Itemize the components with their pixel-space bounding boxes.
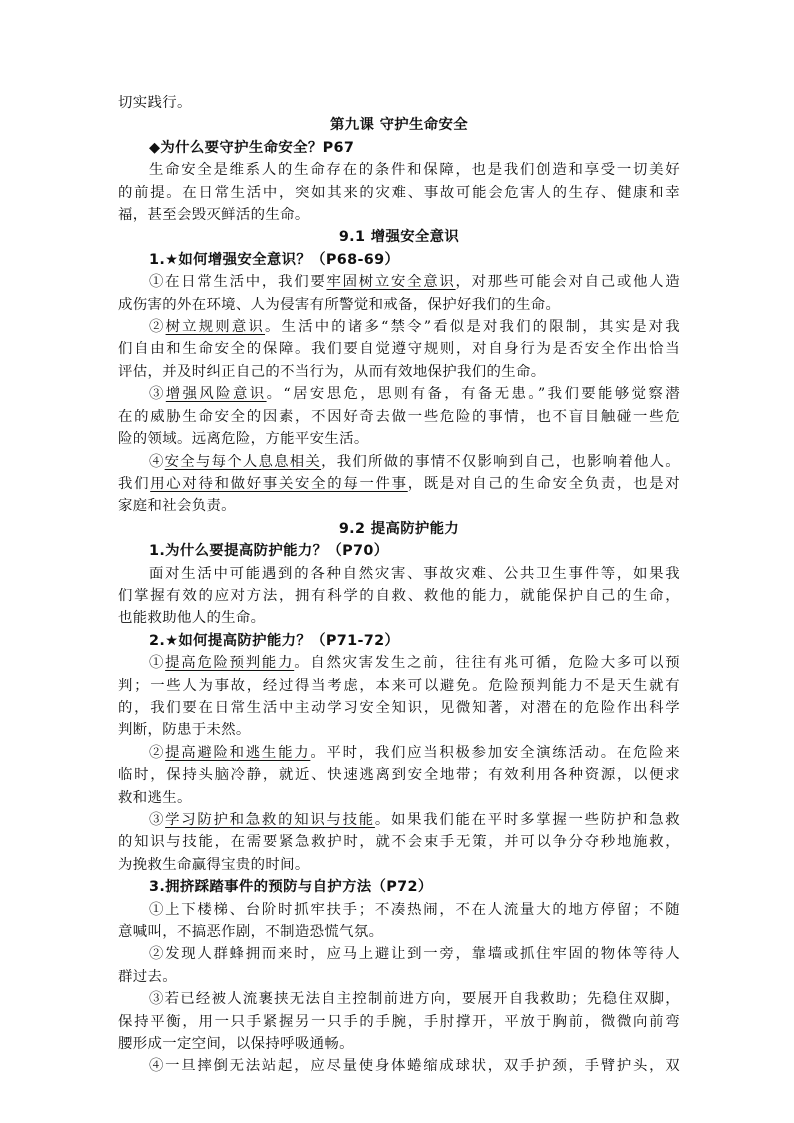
text-span: 险的领域。远离危险，方能平安生活。 <box>118 431 369 448</box>
question-heading <box>118 249 680 271</box>
text-line <box>118 159 680 181</box>
text-line <box>118 563 680 585</box>
text-span: 。自然灾害发生之前，往往有兆可循，危险大多可以预 <box>294 655 680 672</box>
text-span: 群过去。 <box>118 968 177 985</box>
text-span: ④一旦摔倒无法站起，应尽量使身体蜷缩成球状，双手护颈，手臂护头，双 <box>149 1058 680 1075</box>
underlined-phrase: 安全与每个人息息相关 <box>164 453 322 470</box>
text-line <box>118 719 680 741</box>
section-heading <box>118 114 680 136</box>
text-line <box>118 585 680 607</box>
text-line <box>118 361 680 383</box>
underlined-phrase: 提高避险和逃生能力 <box>165 744 311 761</box>
question-heading <box>118 876 680 898</box>
text-span: ② <box>149 319 166 336</box>
text-line <box>118 854 680 876</box>
text-line <box>118 809 680 831</box>
text-span: 3.拥挤踩踏事件的预防与自护方法（P72） <box>149 879 433 896</box>
underlined-phrase: 学习防护和急救的知识与技能 <box>165 812 375 828</box>
text-span: 第九课 守护生命安全 <box>329 117 469 134</box>
text-span: 1.为什么要提高防护能力？（P70） <box>149 543 389 560</box>
text-span: ②发现人群蜂拥而来时，应马上避让到一旁，靠墙或抓住牢固的物体等待人 <box>149 946 680 963</box>
text-span: 在的威胁生命安全的因素，不因好奇去做一些危险的事情，也不盲目触碰一些危 <box>118 408 680 425</box>
text-line <box>118 473 680 495</box>
question-heading <box>118 540 680 562</box>
text-span: 。“居安思危，思则有备，有备无患。”我们要能够觉察潜 <box>266 386 680 403</box>
text-span: 我们 <box>118 475 151 492</box>
text-line <box>118 338 680 360</box>
text-span: 们自由和生命安全的保障。我们要自觉遵守规则，对自身行为是否安全作出恰当 <box>118 341 680 358</box>
text-span: ③若已经被人流裹挟无法自主控制前进方向，要展开自我救助；先稳住双脚， <box>149 991 680 1008</box>
text-line <box>118 495 680 517</box>
text-line <box>118 294 680 316</box>
text-span: ③ <box>149 812 166 828</box>
text-span: 的知识与技能，在需要紧急救护时，就不会束手无策，并可以争分夺秒地施救， <box>118 834 680 851</box>
text-span: ◆为什么要守护生命安全？P67 <box>149 139 355 156</box>
text-span: ③ <box>149 386 166 403</box>
text-line <box>118 204 680 226</box>
question-heading <box>118 630 680 652</box>
text-span: 。平时，我们应当积极参加安全演练活动。在危险来 <box>310 744 680 761</box>
text-line <box>118 652 680 674</box>
text-span: 2.★如何提高防护能力？（P71-72） <box>149 632 400 649</box>
text-line <box>118 966 680 988</box>
text-span: 1.★如何增强安全意识？（P68-69） <box>149 251 400 268</box>
text-span: 9.2 提高防护能力 <box>338 520 460 537</box>
text-span: 也能救助他人的生命。 <box>118 610 266 627</box>
text-line <box>118 271 680 293</box>
text-line <box>118 988 680 1010</box>
text-span: 判断，防患于未然。 <box>118 722 251 739</box>
underlined-phrase: 树立规则意识 <box>165 319 266 336</box>
text-span: 意喊叫，不搞恶作剧，不制造恐慌气氛。 <box>118 924 384 941</box>
text-span: 切实践行。 <box>118 95 192 111</box>
question-heading <box>118 137 680 159</box>
underlined-phrase: 增强风险意识 <box>165 386 267 403</box>
text-line <box>118 787 680 809</box>
text-line <box>118 831 680 853</box>
text-span: 成伤害的外在环境、人为侵害有所警觉和戒备，保护好我们的生命。 <box>118 296 561 313</box>
text-line <box>118 182 680 204</box>
text-span: 的前提。在日常生活中，突如其来的灾难、事故可能会危害人的生存、健康和幸 <box>118 184 680 201</box>
text-span: ② <box>149 744 166 761</box>
text-line <box>118 742 680 764</box>
text-span: ④ <box>149 453 165 470</box>
text-span: 的，我们要在日常生活中主动学习安全知识，见微知著，对潜在的危险作出科学 <box>118 699 680 716</box>
text-span: 9.1 增强安全意识 <box>338 229 460 246</box>
text-span: ①上下楼梯、台阶时抓牢扶手；不凑热闹，不在人流量大的地方停留；不随 <box>149 901 680 918</box>
text-span: ，既是对自己的生命安全负责，也是对 <box>407 475 681 492</box>
section-heading <box>118 518 680 540</box>
text-span: ，我们所做的事情不仅影响到自己，也影响着他人。 <box>321 453 680 470</box>
text-span: 救和逃生。 <box>118 789 192 806</box>
underlined-phrase: 牢固树立安全意识 <box>326 274 456 291</box>
text-line <box>118 899 680 921</box>
underlined-phrase: 用心对待和做好事关安全的每一件事 <box>150 475 408 492</box>
text-span: 福，甚至会毁灭鲜活的生命。 <box>118 207 310 224</box>
text-span: 面对生活中可能遇到的各种自然灾害、事故灾难、公共卫生事件等，如果我 <box>149 565 680 582</box>
text-span: 们掌握有效的应对方法，拥有科学的自救、救他的能力，就能保护自己的生命， <box>118 587 680 604</box>
text-line <box>118 921 680 943</box>
text-line <box>118 316 680 338</box>
text-line <box>118 451 680 473</box>
text-line <box>118 1055 680 1077</box>
text-line <box>118 383 680 405</box>
text-line <box>118 764 680 786</box>
text-span: 家庭和社会负责。 <box>118 498 236 515</box>
section-heading <box>118 226 680 248</box>
text-span: 评估，并及时纠正自己的不当行为，从而有效地保护我们的生命。 <box>118 363 546 380</box>
text-span: ，对那些可能会对自己或他人造 <box>455 274 680 291</box>
document-page <box>118 92 680 1078</box>
text-span: 临时，保持头脑冷静，就近、快速逃离到安全地带；有效利用各种资源，以便求 <box>118 767 680 784</box>
text-span: 判；一些人为事故，经过得当考虑，本来可以避免。危险预判能力不是天生就有 <box>118 677 680 694</box>
text-line <box>118 697 680 719</box>
text-span: ①在日常生活中，我们要 <box>149 274 327 291</box>
text-line <box>118 406 680 428</box>
text-span: 。如果我们能在平时多掌握一些防护和急救 <box>374 812 680 828</box>
text-line <box>118 675 680 697</box>
text-line <box>118 428 680 450</box>
text-line <box>118 1033 680 1055</box>
text-span: ① <box>149 655 166 672</box>
text-span: 保持平衡，用一只手紧握另一只手的手腕，手肘撑开，平放于胸前，微微向前弯 <box>118 1013 680 1030</box>
text-span: 生命安全是维系人的生命存在的条件和保障，也是我们创造和享受一切美好 <box>149 162 680 179</box>
text-line <box>118 607 680 629</box>
text-span: 腰形成一定空间，以保持呼吸通畅。 <box>118 1036 354 1053</box>
underlined-phrase: 提高危险预判能力 <box>165 655 295 672</box>
text-line <box>118 92 680 114</box>
text-span: 为挽救生命赢得宝贵的时间。 <box>118 856 310 873</box>
text-line <box>118 943 680 965</box>
text-line <box>118 1011 680 1033</box>
text-span: 。生活中的诸多“禁令”看似是对我们的限制，其实是对我 <box>265 319 680 336</box>
